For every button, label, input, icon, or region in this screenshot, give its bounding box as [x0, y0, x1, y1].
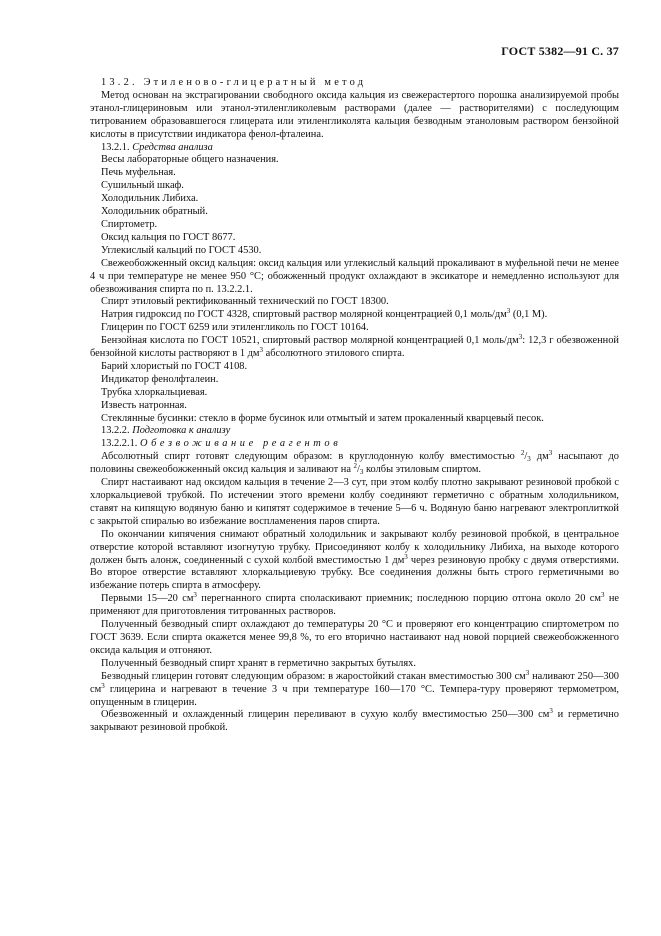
page-header: ГОСТ 5382—91 С. 37: [501, 44, 619, 58]
list-item: Спиртометр.: [101, 218, 158, 230]
text-run: Бензойная кислота по ГОСТ 10521, спиртовый раствор молярной концентрацией 0,1 моль/дм: [101, 335, 519, 347]
superscript: 3: [193, 591, 197, 600]
list-item: Оксид кальция по ГОСТ 8677.: [101, 231, 236, 243]
text-run: Абсолютный спирт готовят следующим образом: в круглодонную колбу вместимостью: [101, 451, 521, 463]
paragraph-absolute-spirit: Абсолютный спирт готовят следующим образом: в круглодонную колбу вместимостью $^2/_3$ $дм^3$ насыпают до половины свежеобожженный оксид кальция и заливают на $^2/_3$ колбы этиловым спиртом.: [90, 449, 619, 477]
paragraph-concentration-check: Полученный безводный спирт охлаждают до температуры 20 °С и проверяют его концентрацию спиртометром по ГОСТ 3639. Если спирта окажется менее 99,8 %, то его вторично настаивают над новой порцией свежеобожженного оксида кальция и отгоняют.: [90, 619, 619, 656]
text-run: (0,1 М).: [510, 309, 548, 321]
text-run: колбы этиловым спиртом.: [363, 464, 482, 476]
paragraph-calcined-oxide: Свежеобожженный оксид кальция: оксид кальция или углекислый кальций прокаливают в муфельной печи не менее 4 ч при температуре не менее 950 °С; обожженный продукт охлаждают в эксикаторе и немедленно используют для обезвоживания спирта по п. 13.2.2.1.: [90, 257, 619, 295]
section-number: 13.2.1.: [101, 141, 130, 153]
text-run: Натрия гидроксид по ГОСТ 4328, спиртовый раствор молярной концентрацией 0,1 моль/дм: [101, 309, 507, 321]
paragraph-infusion: Спирт настаивают над оксидом кальция в течение 2—3 сут, при этом колбу плотно закрывают резиновой пробкой с хлоркальциевой трубкой. По истечении этого времени колбу соединяют герметично с обратным холодильником, ставят на кипящую водяную баню и кипятят содержимое в течение 5—6 ч. Водяную баню нагревают электроплиткой с закрытой спиралью во избежание воспламенения паров спирта.: [90, 477, 619, 527]
text-run: дм: [530, 451, 549, 463]
section-number: 13.2.2.: [101, 425, 130, 437]
text-run: Безводный глицерин готовят следующим образом: в жаростойкий стакан вместимостью 300 см: [101, 670, 526, 682]
superscript: 3: [548, 449, 553, 458]
text-run: Первыми 15—20 см: [101, 593, 194, 605]
list-item: Спирт этиловый ректификованный технический по ГОСТ 18300.: [101, 296, 389, 308]
text-run: абсолютного этилового спирта.: [263, 348, 405, 360]
paragraph-sodium-hydroxide: [90, 309, 619, 322]
paragraph-first-portion: [90, 593, 619, 619]
paragraph-distillation: [90, 529, 619, 594]
subsection-13-2-2: [90, 425, 619, 438]
superscript: 3: [506, 307, 511, 316]
list-item: Холодильник обратный.: [101, 206, 208, 218]
text-run: не применяют для приготовления титрованных растворов.: [90, 593, 620, 618]
list-item: Холодильник Либиха.: [101, 193, 199, 205]
superscript: 3: [518, 333, 523, 342]
text-run: наливают 250—300 см: [90, 670, 619, 695]
text-run: Обезвоженный и охлажденный глицерин переливают в сухую колбу вместимостью 250—300 см: [101, 709, 550, 721]
section-title: Подготовка к анализу: [132, 425, 231, 437]
paragraph-glycerin-transfer: [90, 709, 619, 735]
paragraph-storage: Полученный безводный спирт хранят в герметично закрытых бутылях.: [101, 657, 416, 669]
list-item: Известь натронная.: [101, 399, 187, 411]
subsection-13-2-2-1: [90, 438, 619, 451]
document-body: [90, 77, 619, 735]
text-run: и герметично закрывают резиновой пробкой.: [90, 709, 619, 734]
fraction-numerator: 2: [520, 449, 525, 458]
superscript: 3: [404, 552, 408, 561]
paragraph-glycerin: [90, 668, 619, 710]
section-number: 13.2.2.1.: [101, 438, 138, 450]
list-item: Глицерин по ГОСТ 6259 или этиленгликоль по ГОСТ 10164.: [101, 322, 369, 334]
list-item: Весы лабораторные общего назначения.: [101, 154, 279, 166]
section-heading-13-2: 13.2. Этиленово-глицератный метод: [101, 77, 367, 88]
text-run: насыпают до половины свежеобожженный оксид кальция и заливают на: [90, 451, 619, 476]
text-run: : 12,3 г обезвоженной бензойной кислоты растворяют в 1 дм: [90, 335, 619, 360]
fraction-denominator: 3: [359, 468, 364, 477]
superscript: 3: [259, 346, 264, 355]
superscript: 3: [101, 681, 105, 690]
paragraph-benzoic-acid: [90, 335, 619, 361]
text-run: По окончании кипячения снимают обратный холодильник и закрывают колбу резиновой пробкой, в центральное отверстие которой вставляют изогнутую трубку. Присоединяют колбу к холодильнику Либиха, на выходе которого должен быть алонж, соединенный с сухой колбой вместимостью 1 дм: [90, 528, 619, 566]
list-item: Печь муфельная.: [101, 167, 176, 179]
list-item: Барий хлористый по ГОСТ 4108.: [101, 360, 248, 372]
superscript: 3: [600, 591, 605, 600]
subsection-13-2-1: [90, 142, 619, 155]
section-title: Средства анализа: [132, 141, 213, 153]
fraction-denominator: 3: [527, 455, 531, 464]
paragraph-glass-beads: Стеклянные бусинки: стекло в форме бусинок или отмытый и затем прокаленный кварцевый песок.: [101, 412, 544, 424]
paragraph-method-basis: Метод основан на экстрагировании свободного оксида кальция из свежерастертого порошка анализируемой пробы этанол-глицериновым или этанол-этиленгликолевым растворами (далее — растворителями) с последующим титрованием образовавшегося глицерата или этиленгликолята кальция безводным этаноловым раствором бензойной кислоты в присутствии индикатора фенол-фталеина.: [90, 89, 619, 140]
superscript: 3: [549, 707, 553, 716]
text-run: через резиновую пробку с двумя отверстиями. Во второе отверстие вставляют хлоркальциевую трубку. Все соединения должны быть строго герметичными во избежание потерь спирта в атмосферу.: [90, 554, 619, 592]
text-run: глицерина и нагревают в течение 3 ч при температуре 160—170 °С. Темпера-туру проверяют термометром, опущенным в глицерин.: [90, 683, 619, 708]
list-item: Индикатор фенолфталеин.: [101, 373, 219, 385]
list-item: Трубка хлоркальциевая.: [101, 386, 208, 398]
section-title: Обезвоживание реагентов: [139, 438, 342, 450]
text-run: перегнанного спирта споласкивают приемник; последнюю порцию отгона около 20 см: [196, 593, 601, 605]
list-item: Углекислый кальций по ГОСТ 4530.: [101, 244, 262, 256]
list-item: Сушильный шкаф.: [101, 180, 184, 192]
fraction-numerator: 2: [353, 462, 358, 471]
superscript: 3: [525, 668, 530, 677]
